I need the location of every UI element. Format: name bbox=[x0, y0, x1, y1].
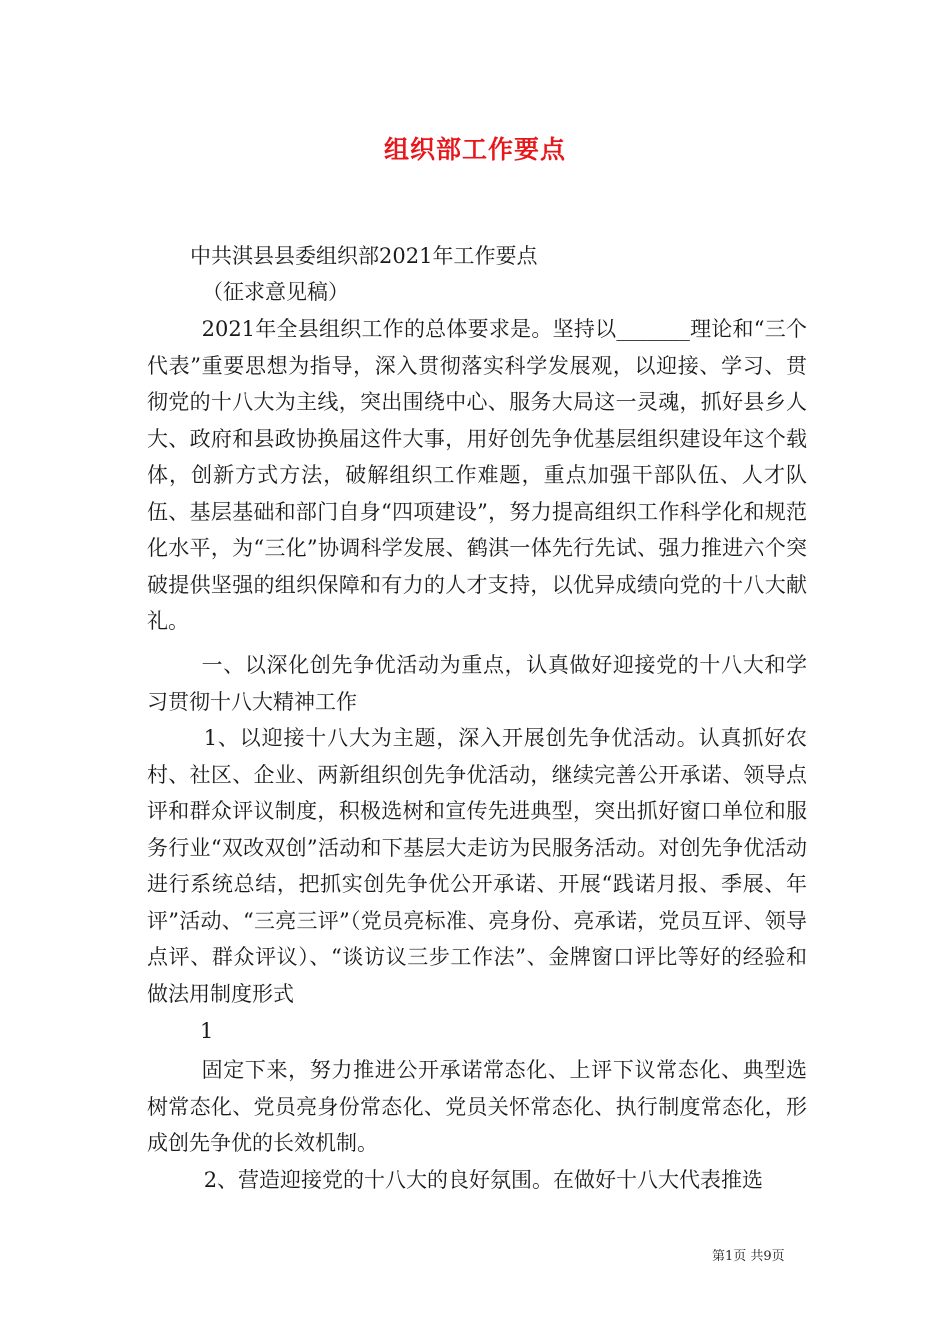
section-heading-one: 一、以深化创先争优活动为重点，认真做好迎接党的十八大和学习贯彻十八大精神工作 bbox=[147, 653, 807, 714]
draft-note: （征求意见稿） bbox=[202, 280, 349, 304]
page-number-marker: 1 bbox=[200, 1019, 214, 1043]
paragraph-item-one: 1、以迎接十八大为主题，深入开展创先争优活动。认真抓好农村、社区、企业、两新组织创先争优活动，继续完善公开承诺、领导点评和群众评议制度，积极选树和宣传先进典型，突出抓好窗口单位和服务行业“双改双创”活动和下基层大走访为民服务活动。对创先争优活动进行系统总结，把抓实创先争优公开承诺、开展“践诺月报、季展、年评”活动、“三亮三评”（党员亮标准、亮身份、亮承诺，党员互评、领导点评、群众评议）、“谈访议三步工作法”、金牌窗口评比等好的经验和做法用制度形式 bbox=[147, 726, 807, 1006]
paragraph-general-requirements: 2021年全县组织工作的总体要求是。坚持以_______理论和“三个代表”重要思想为指导，深入贯彻落实科学发展观，以迎接、学习、贯彻党的十八大为主线，突出围绕中心、服务大局这一灵魂，抓好县乡人大、政府和县政协换届这件大事，用好创先争优基层组织建设年这个载体，创新方式方法，破解组织工作难题，重点加强干部队伍、人才队伍、基层基础和部门自身“四项建设”，努力提高组织工作科学化和规范化水平，为“三化”协调科学发展、鹤淇一体先行先试、强力推进六个突破提供坚强的组织保障和有力的人才支持，以优异成绩向党的十八大献礼。 bbox=[147, 317, 807, 633]
page-footer: 第1页 共9页 bbox=[712, 1249, 785, 1264]
paragraph-item-two: 2、营造迎接党的十八大的良好氛围。在做好十八大代表推选 bbox=[203, 1168, 764, 1192]
document-title: 组织部工作要点 bbox=[383, 135, 566, 164]
paragraph-item-one-continued: 固定下来，努力推进公开承诺常态化、上评下议常态化、典型选树常态化、党员亮身份常态化、党员关怀常态化、执行制度常态化，形成创先争优的长效机制。 bbox=[147, 1058, 807, 1155]
document-subtitle: 中共淇县县委组织部2021年工作要点 bbox=[190, 244, 538, 268]
